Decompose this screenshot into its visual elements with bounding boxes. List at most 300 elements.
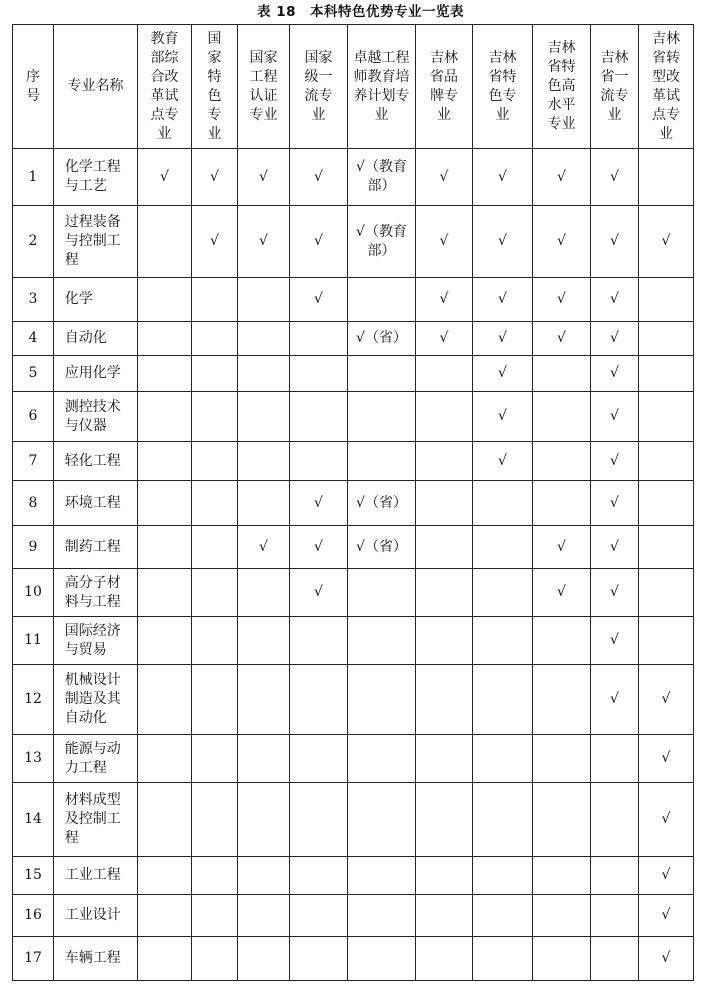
check-cell: [473, 857, 533, 895]
row-number: 4: [13, 322, 54, 356]
check-cell: [591, 735, 639, 783]
check-cell: [192, 392, 238, 442]
check-cell: [533, 278, 591, 322]
check-cell: [290, 356, 348, 392]
major-name: 轻化工程: [64, 452, 121, 469]
row-number: 14: [13, 783, 54, 857]
check-cell: [238, 481, 290, 526]
check-cell: [192, 278, 238, 322]
table-title: 表 18 本科特色优势专业一览表: [257, 4, 464, 20]
table-row: [13, 895, 694, 937]
check-cell: [138, 526, 192, 569]
check-cell: [138, 857, 192, 895]
check-cell: [238, 665, 290, 735]
check-mark: √: [498, 233, 507, 249]
column-header: [348, 25, 416, 149]
row-number: 9: [13, 526, 54, 569]
check-cell: [533, 526, 591, 569]
check-cell: [639, 481, 694, 526]
check-cell: [473, 617, 533, 665]
check-cell: [591, 617, 639, 665]
check-mark: √（省）: [356, 538, 407, 555]
check-mark: √: [498, 365, 507, 381]
check-cell: [238, 857, 290, 895]
check-cell: [290, 392, 348, 442]
table-row: [13, 857, 694, 895]
major-name-cell: [54, 569, 138, 617]
column-header-label: 序号: [26, 68, 40, 104]
check-mark: √: [661, 950, 671, 966]
check-cell: [639, 392, 694, 442]
column-header: [639, 25, 694, 149]
check-mark: √: [498, 408, 507, 424]
column-header: [290, 25, 348, 149]
check-cell: [591, 569, 639, 617]
major-name-cell: [54, 665, 138, 735]
check-cell: [192, 857, 238, 895]
check-cell: [348, 937, 416, 981]
major-name-cell: [54, 783, 138, 857]
check-mark: √（省）: [356, 330, 407, 346]
check-mark: √: [210, 168, 219, 185]
check-cell: [290, 783, 348, 857]
check-cell: [533, 356, 591, 392]
check-cell: [238, 278, 290, 322]
check-cell: [138, 617, 192, 665]
check-cell: [533, 149, 591, 206]
check-cell: [473, 569, 533, 617]
check-cell: [473, 783, 533, 857]
check-mark: √: [610, 632, 619, 648]
check-cell: [591, 356, 639, 392]
check-cell: [348, 895, 416, 937]
column-header: [54, 25, 138, 149]
check-cell: [290, 442, 348, 481]
major-name-cell: [54, 481, 138, 526]
check-cell: [533, 665, 591, 735]
column-header: [238, 25, 290, 149]
row-number: 13: [13, 735, 54, 783]
major-name-cell: [54, 937, 138, 981]
column-header: [416, 25, 473, 149]
check-cell: [238, 735, 290, 783]
major-name-cell: [54, 278, 138, 322]
check-mark: √: [314, 538, 323, 555]
major-name-cell: [54, 895, 138, 937]
check-cell: [591, 937, 639, 981]
check-mark: √: [610, 691, 619, 707]
column-header-label: 吉林省品牌专业: [430, 49, 458, 123]
check-mark: √: [610, 584, 619, 600]
major-name: 自动化: [64, 330, 107, 346]
table-row: [13, 481, 694, 526]
check-cell: [416, 735, 473, 783]
column-header-label: 卓越工程师教育培养计划专业: [353, 49, 410, 123]
check-cell: [473, 895, 533, 937]
check-cell: [138, 783, 192, 857]
specialty-table: [12, 24, 694, 981]
check-cell: [639, 149, 694, 206]
check-cell: [639, 442, 694, 481]
check-mark: √: [557, 291, 566, 307]
check-mark: √: [557, 584, 566, 600]
check-cell: [416, 937, 473, 981]
table-row: [13, 783, 694, 857]
table-row: [13, 278, 694, 322]
table-row: [13, 569, 694, 617]
column-header-label: 吉林省转型改革试点专业: [652, 30, 680, 142]
column-header-label: 国家工程认证专业: [249, 49, 278, 123]
check-mark: √（教育部）: [356, 159, 407, 194]
check-cell: [473, 206, 533, 278]
check-mark: √: [439, 168, 449, 185]
check-cell: [473, 937, 533, 981]
check-cell: [473, 665, 533, 735]
check-mark: √: [314, 168, 323, 185]
row-number: 12: [13, 665, 54, 735]
major-name: 环境工程: [64, 494, 121, 511]
check-cell: [416, 322, 473, 356]
check-cell: [238, 569, 290, 617]
check-mark: √: [314, 494, 323, 511]
check-cell: [416, 617, 473, 665]
check-cell: [348, 392, 416, 442]
check-cell: [639, 206, 694, 278]
check-cell: [192, 937, 238, 981]
major-name: 化学: [64, 291, 93, 307]
check-cell: [238, 356, 290, 392]
check-mark: √: [661, 811, 671, 827]
check-cell: [138, 665, 192, 735]
table-row: [13, 937, 694, 981]
major-name: 过程装备与控制工程: [64, 214, 121, 268]
check-cell: [639, 665, 694, 735]
check-cell: [639, 526, 694, 569]
check-cell: [591, 392, 639, 442]
check-mark: √: [439, 330, 449, 346]
check-cell: [416, 569, 473, 617]
check-cell: [533, 937, 591, 981]
check-cell: [290, 149, 348, 206]
check-cell: [290, 526, 348, 569]
check-cell: [138, 278, 192, 322]
check-mark: √: [610, 408, 619, 424]
check-mark: √: [610, 168, 619, 185]
check-cell: [290, 895, 348, 937]
column-header-label: 国家特色专业: [207, 30, 222, 142]
check-cell: [238, 442, 290, 481]
check-mark: √: [160, 168, 169, 185]
major-name-cell: [54, 322, 138, 356]
major-name-cell: [54, 857, 138, 895]
check-mark: √: [314, 584, 323, 600]
row-number: 10: [13, 569, 54, 617]
column-header: [591, 25, 639, 149]
check-cell: [192, 665, 238, 735]
check-cell: [192, 206, 238, 278]
check-cell: [290, 569, 348, 617]
check-mark: √: [498, 168, 507, 185]
check-cell: [533, 569, 591, 617]
table-row: [13, 665, 694, 735]
check-cell: [192, 322, 238, 356]
check-cell: [238, 937, 290, 981]
check-cell: [591, 665, 639, 735]
check-cell: [348, 481, 416, 526]
check-cell: [533, 442, 591, 481]
check-cell: [348, 665, 416, 735]
check-cell: [639, 569, 694, 617]
check-mark: √: [259, 168, 268, 185]
check-cell: [639, 278, 694, 322]
check-cell: [416, 442, 473, 481]
check-cell: [348, 442, 416, 481]
check-cell: [138, 392, 192, 442]
row-number: 15: [13, 857, 54, 895]
check-mark: √: [610, 291, 619, 307]
check-cell: [473, 278, 533, 322]
check-mark: √: [610, 233, 619, 249]
major-name-cell: [54, 149, 138, 206]
check-mark: √: [610, 452, 619, 469]
check-cell: [533, 481, 591, 526]
row-number: 8: [13, 481, 54, 526]
check-cell: [138, 481, 192, 526]
table-row: [13, 617, 694, 665]
check-mark: √: [557, 538, 566, 555]
check-mark: √: [610, 538, 619, 555]
column-header-label: 吉林省特色专业: [488, 49, 517, 123]
table-body: [13, 149, 694, 981]
check-cell: [290, 857, 348, 895]
check-mark: √: [557, 233, 566, 249]
check-cell: [591, 278, 639, 322]
check-cell: [348, 617, 416, 665]
check-cell: [639, 322, 694, 356]
check-cell: [473, 392, 533, 442]
check-cell: [192, 895, 238, 937]
table-row: [13, 206, 694, 278]
check-cell: [192, 149, 238, 206]
check-cell: [591, 442, 639, 481]
check-cell: [591, 895, 639, 937]
column-header-label: 教育部综合改革试点专业: [150, 30, 179, 142]
check-mark: √: [259, 233, 268, 249]
check-cell: [591, 206, 639, 278]
check-cell: [290, 937, 348, 981]
column-header: [13, 25, 54, 149]
check-mark: √: [557, 168, 566, 185]
check-cell: [533, 322, 591, 356]
check-cell: [238, 206, 290, 278]
table-row: [13, 322, 694, 356]
check-cell: [138, 442, 192, 481]
check-mark: √: [661, 750, 671, 766]
major-name-cell: [54, 526, 138, 569]
major-name-cell: [54, 617, 138, 665]
row-number: 1: [13, 149, 54, 206]
check-mark: √: [498, 291, 507, 307]
check-cell: [416, 895, 473, 937]
check-cell: [416, 783, 473, 857]
check-cell: [138, 149, 192, 206]
check-mark: √: [661, 907, 671, 923]
check-cell: [639, 617, 694, 665]
check-cell: [290, 322, 348, 356]
check-cell: [138, 569, 192, 617]
check-mark: √: [498, 452, 507, 469]
check-cell: [138, 356, 192, 392]
column-header-label: 吉林省特色高水平专业: [547, 40, 576, 132]
check-cell: [416, 526, 473, 569]
check-mark: √: [610, 494, 619, 511]
major-name: 制药工程: [64, 538, 121, 555]
check-cell: [290, 206, 348, 278]
check-cell: [591, 526, 639, 569]
check-cell: [473, 356, 533, 392]
check-mark: √: [557, 330, 566, 346]
check-cell: [348, 278, 416, 322]
table-row: [13, 526, 694, 569]
check-cell: [348, 783, 416, 857]
check-cell: [416, 392, 473, 442]
check-cell: [416, 481, 473, 526]
check-cell: [591, 857, 639, 895]
check-cell: [238, 895, 290, 937]
check-mark: √: [210, 233, 219, 249]
major-name: 工业设计: [64, 907, 121, 923]
row-number: 5: [13, 356, 54, 392]
column-header-label: 国家级一流专业: [304, 49, 333, 123]
check-cell: [348, 356, 416, 392]
major-name-cell: [54, 356, 138, 392]
check-cell: [348, 735, 416, 783]
check-cell: [591, 481, 639, 526]
check-cell: [192, 617, 238, 665]
check-cell: [290, 735, 348, 783]
check-mark: √: [314, 233, 323, 249]
check-cell: [533, 735, 591, 783]
check-mark: √: [259, 538, 268, 555]
major-name-cell: [54, 392, 138, 442]
column-header-label: 吉林省一流专业: [600, 49, 629, 123]
table-row: [13, 735, 694, 783]
check-cell: [192, 783, 238, 857]
major-name-cell: [54, 442, 138, 481]
check-mark: √: [661, 233, 671, 249]
check-cell: [473, 322, 533, 356]
check-cell: [591, 322, 639, 356]
check-cell: [348, 149, 416, 206]
table-row: [13, 392, 694, 442]
check-cell: [416, 149, 473, 206]
check-cell: [639, 735, 694, 783]
row-number: 2: [13, 206, 54, 278]
column-header: [533, 25, 591, 149]
check-cell: [290, 665, 348, 735]
header-row: [13, 25, 694, 149]
check-cell: [533, 857, 591, 895]
check-cell: [473, 526, 533, 569]
check-mark: √: [610, 330, 619, 346]
column-header: [192, 25, 238, 149]
check-cell: [138, 206, 192, 278]
check-cell: [192, 735, 238, 783]
table-row: [13, 356, 694, 392]
check-cell: [639, 356, 694, 392]
check-mark: √（教育部）: [356, 223, 407, 259]
check-cell: [416, 665, 473, 735]
table-row: [13, 442, 694, 481]
check-mark: √: [314, 291, 323, 307]
row-number: 11: [13, 617, 54, 665]
row-number: 6: [13, 392, 54, 442]
check-cell: [192, 481, 238, 526]
column-header: [473, 25, 533, 149]
check-mark: √: [498, 330, 507, 346]
check-cell: [238, 392, 290, 442]
major-name-cell: [54, 735, 138, 783]
check-cell: [192, 442, 238, 481]
check-cell: [416, 356, 473, 392]
check-cell: [473, 481, 533, 526]
table-row: [13, 149, 694, 206]
check-cell: [138, 322, 192, 356]
check-cell: [533, 895, 591, 937]
check-cell: [591, 149, 639, 206]
check-mark: √: [661, 691, 671, 707]
check-cell: [348, 526, 416, 569]
major-name: 高分子材料与工程: [64, 574, 121, 610]
major-name: 机械设计制造及其自动化: [64, 672, 121, 726]
check-cell: [138, 895, 192, 937]
check-cell: [238, 617, 290, 665]
check-cell: [639, 937, 694, 981]
check-cell: [416, 278, 473, 322]
check-cell: [290, 278, 348, 322]
check-mark: √: [439, 233, 449, 249]
check-mark: √: [610, 365, 619, 381]
check-cell: [533, 783, 591, 857]
check-cell: [290, 481, 348, 526]
check-cell: [290, 617, 348, 665]
check-cell: [639, 895, 694, 937]
row-number: 16: [13, 895, 54, 937]
check-cell: [348, 569, 416, 617]
major-name: 车辆工程: [64, 950, 121, 966]
check-cell: [238, 526, 290, 569]
row-number: 3: [13, 278, 54, 322]
check-cell: [416, 206, 473, 278]
check-mark: √: [661, 867, 671, 883]
row-number: 7: [13, 442, 54, 481]
check-cell: [416, 857, 473, 895]
check-cell: [348, 322, 416, 356]
check-cell: [533, 392, 591, 442]
check-cell: [639, 783, 694, 857]
column-header: [138, 25, 192, 149]
check-cell: [138, 937, 192, 981]
row-number: 17: [13, 937, 54, 981]
major-name: 化学工程与工艺: [64, 159, 121, 194]
major-name: 工业工程: [64, 867, 121, 883]
major-name: 材料成型及控制工程: [64, 792, 121, 846]
check-cell: [348, 206, 416, 278]
major-name: 测控技术与仪器: [64, 398, 121, 434]
check-cell: [533, 206, 591, 278]
major-name-cell: [54, 206, 138, 278]
column-header-label: 专业名称: [67, 78, 124, 94]
